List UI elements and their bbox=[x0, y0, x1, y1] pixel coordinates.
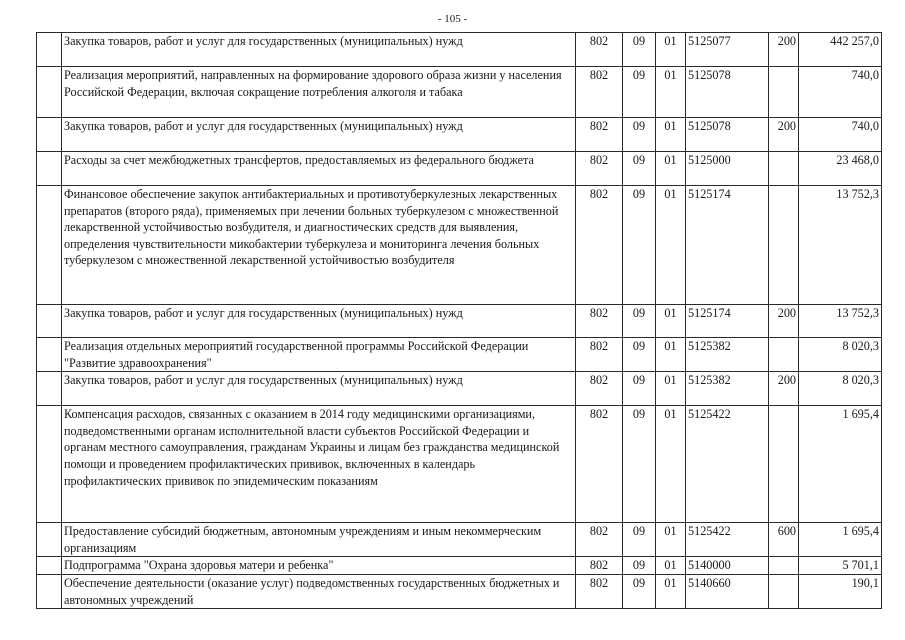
section-code: 09 bbox=[623, 152, 656, 186]
expense-name: Предоставление субсидий бюджетным, автономным учреждениям и иным некоммерческим организациям bbox=[62, 523, 576, 557]
ministry-code: 802 bbox=[576, 523, 623, 557]
target-article-code: 5125174 bbox=[686, 186, 769, 305]
amount: 740,0 bbox=[799, 67, 882, 118]
ministry-code: 802 bbox=[576, 557, 623, 575]
section-code: 09 bbox=[623, 338, 656, 372]
ministry-code: 802 bbox=[576, 152, 623, 186]
target-article-code: 5125382 bbox=[686, 338, 769, 372]
expense-name: Закупка товаров, работ и услуг для государственных (муниципальных) нужд bbox=[62, 372, 576, 406]
expense-type-code: 200 bbox=[769, 118, 799, 152]
amount: 8 020,3 bbox=[799, 372, 882, 406]
amount: 740,0 bbox=[799, 118, 882, 152]
amount: 13 752,3 bbox=[799, 305, 882, 338]
target-article-code: 5125078 bbox=[686, 67, 769, 118]
expense-name: Реализация мероприятий, направленных на формирование здорового образа жизни у населения Российской Федерации, включая сокращение потребления алкоголя и табака bbox=[62, 67, 576, 118]
amount: 1 695,4 bbox=[799, 406, 882, 523]
section-code: 09 bbox=[623, 305, 656, 338]
amount: 23 468,0 bbox=[799, 152, 882, 186]
target-article-code: 5125078 bbox=[686, 118, 769, 152]
table-row bbox=[37, 152, 882, 186]
expense-type-code bbox=[769, 557, 799, 575]
expense-type-code: 200 bbox=[769, 305, 799, 338]
indent-cell bbox=[37, 557, 62, 575]
target-article-code: 5125174 bbox=[686, 305, 769, 338]
page-number: - 105 - bbox=[437, 13, 468, 25]
expense-type-code bbox=[769, 574, 799, 608]
budget-table-body bbox=[37, 33, 882, 609]
expense-type-code: 600 bbox=[769, 523, 799, 557]
section-code: 09 bbox=[623, 33, 656, 67]
subsection-code: 01 bbox=[656, 523, 686, 557]
budget-table bbox=[36, 32, 882, 609]
subsection-code: 01 bbox=[656, 372, 686, 406]
subsection-code: 01 bbox=[656, 305, 686, 338]
table-row bbox=[37, 523, 882, 557]
expense-name: Закупка товаров, работ и услуг для государственных (муниципальных) нужд bbox=[62, 33, 576, 67]
subsection-code: 01 bbox=[656, 406, 686, 523]
table-row bbox=[37, 305, 882, 338]
subsection-code: 01 bbox=[656, 33, 686, 67]
table-row bbox=[37, 67, 882, 118]
subsection-code: 01 bbox=[656, 67, 686, 118]
section-code: 09 bbox=[623, 118, 656, 152]
target-article-code: 5125077 bbox=[686, 33, 769, 67]
expense-type-code bbox=[769, 152, 799, 186]
ministry-code: 802 bbox=[576, 118, 623, 152]
ministry-code: 802 bbox=[576, 338, 623, 372]
indent-cell bbox=[37, 67, 62, 118]
section-code: 09 bbox=[623, 186, 656, 305]
target-article-code: 5125422 bbox=[686, 406, 769, 523]
expense-type-code bbox=[769, 186, 799, 305]
amount: 13 752,3 bbox=[799, 186, 882, 305]
indent-cell bbox=[37, 152, 62, 186]
subsection-code: 01 bbox=[656, 338, 686, 372]
subsection-code: 01 bbox=[656, 574, 686, 608]
target-article-code: 5125000 bbox=[686, 152, 769, 186]
indent-cell bbox=[37, 305, 62, 338]
amount: 5 701,1 bbox=[799, 557, 882, 575]
indent-cell bbox=[37, 372, 62, 406]
indent-cell bbox=[37, 186, 62, 305]
expense-type-code: 200 bbox=[769, 33, 799, 67]
indent-cell bbox=[37, 33, 62, 67]
indent-cell bbox=[37, 118, 62, 152]
expense-name: Закупка товаров, работ и услуг для государственных (муниципальных) нужд bbox=[62, 305, 576, 338]
section-code: 09 bbox=[623, 372, 656, 406]
table-row bbox=[37, 338, 882, 372]
expense-type-code: 200 bbox=[769, 372, 799, 406]
ministry-code: 802 bbox=[576, 574, 623, 608]
expense-name: Обеспечение деятельности (оказание услуг) подведомственных государственных бюджетных и автономных учреждений bbox=[62, 574, 576, 608]
table-row bbox=[37, 33, 882, 67]
expense-name: Расходы за счет межбюджетных трансфертов, предоставляемых из федерального бюджета bbox=[62, 152, 576, 186]
target-article-code: 5140000 bbox=[686, 557, 769, 575]
expense-type-code bbox=[769, 338, 799, 372]
ministry-code: 802 bbox=[576, 406, 623, 523]
table-row bbox=[37, 574, 882, 608]
ministry-code: 802 bbox=[576, 67, 623, 118]
indent-cell bbox=[37, 523, 62, 557]
expense-type-code bbox=[769, 67, 799, 118]
section-code: 09 bbox=[623, 523, 656, 557]
subsection-code: 01 bbox=[656, 118, 686, 152]
expense-name: Компенсация расходов, связанных с оказанием в 2014 году медицинскими организациями, подведомственными органам исполнительной власти субъектов Российской Федерации и органам местного самоуправления, гражданам Украины и лицам без гражданства медицинской помощи и проведением профилактических прививок, включенных в календарь профилактических прививок по эпидемическим показаниям bbox=[62, 406, 576, 523]
expense-type-code bbox=[769, 406, 799, 523]
expense-name: Финансовое обеспечение закупок антибактериальных и противотуберкулезных лекарственных препаратов (второго ряда), применяемых при лечении больных туберкулезом с множественной лекарственной устойчивостью возбудителя, и диагностических средств для выявления, определения чувствительности микобактерии туберкулеза и мониторинга лечения больных туберкулезом с множественной лекарственной устойчивостью возбудителя bbox=[62, 186, 576, 305]
section-code: 09 bbox=[623, 67, 656, 118]
section-code: 09 bbox=[623, 406, 656, 523]
section-code: 09 bbox=[623, 574, 656, 608]
subsection-code: 01 bbox=[656, 557, 686, 575]
section-code: 09 bbox=[623, 557, 656, 575]
table-row bbox=[37, 118, 882, 152]
table-row bbox=[37, 557, 882, 575]
ministry-code: 802 bbox=[576, 305, 623, 338]
ministry-code: 802 bbox=[576, 33, 623, 67]
table-row bbox=[37, 406, 882, 523]
amount: 190,1 bbox=[799, 574, 882, 608]
ministry-code: 802 bbox=[576, 186, 623, 305]
amount: 1 695,4 bbox=[799, 523, 882, 557]
table-row bbox=[37, 186, 882, 305]
amount: 8 020,3 bbox=[799, 338, 882, 372]
expense-name: Закупка товаров, работ и услуг для государственных (муниципальных) нужд bbox=[62, 118, 576, 152]
target-article-code: 5125382 bbox=[686, 372, 769, 406]
subsection-code: 01 bbox=[656, 186, 686, 305]
amount: 442 257,0 bbox=[799, 33, 882, 67]
expense-name: Реализация отдельных мероприятий государственной программы Российской Федерации "Развитие здравоохранения" bbox=[62, 338, 576, 372]
ministry-code: 802 bbox=[576, 372, 623, 406]
target-article-code: 5125422 bbox=[686, 523, 769, 557]
indent-cell bbox=[37, 406, 62, 523]
expense-name: Подпрограмма "Охрана здоровья матери и ребенка" bbox=[62, 557, 576, 575]
indent-cell bbox=[37, 338, 62, 372]
subsection-code: 01 bbox=[656, 152, 686, 186]
target-article-code: 5140660 bbox=[686, 574, 769, 608]
table-row bbox=[37, 372, 882, 406]
indent-cell bbox=[37, 574, 62, 608]
